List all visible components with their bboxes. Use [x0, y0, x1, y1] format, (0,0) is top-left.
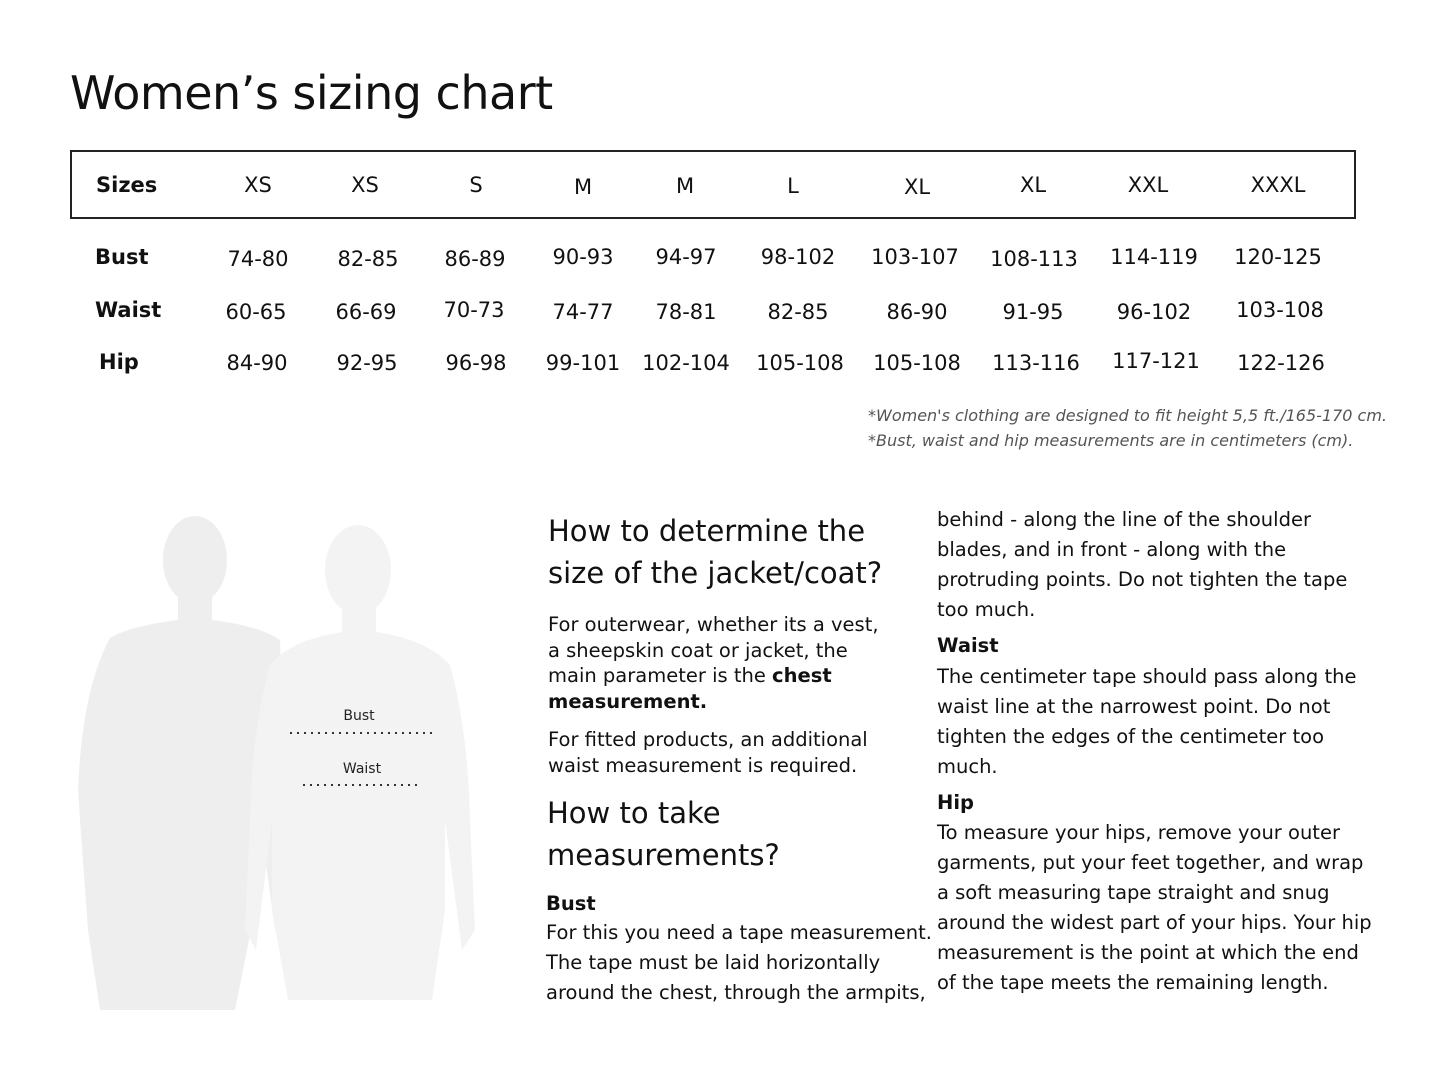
take-heading-line2: measurements? [547, 838, 780, 872]
text-fragment: main parameter is the [548, 664, 773, 687]
table-cell: 86-90 [886, 300, 948, 324]
text-line: much. [937, 755, 998, 778]
determine-paragraph-1 [548, 612, 879, 714]
table-cell: 82-85 [767, 300, 829, 324]
table-cell: 90-93 [552, 245, 614, 269]
table-cell: 113-116 [992, 351, 1080, 375]
size-l: L [787, 174, 799, 198]
table-cell: 122-126 [1237, 351, 1325, 375]
determine-paragraph-2 [548, 727, 868, 778]
figure-waist-label: Waist [342, 761, 382, 777]
size-xs-1: XS [244, 173, 272, 197]
table-cell: 84-90 [226, 351, 288, 375]
table-cell: 74-80 [227, 247, 289, 271]
table-cell: 108-113 [990, 247, 1078, 271]
bust-instructions [546, 918, 932, 1008]
size-xxl: XXL [1127, 173, 1169, 197]
text-line: measurement is the point at which the end [937, 941, 1359, 964]
emphasis-measurement: measurement. [548, 689, 708, 713]
page-title: Women’s sizing chart [70, 66, 553, 120]
table-cell: 117-121 [1112, 349, 1200, 373]
size-xxxl: XXXL [1250, 173, 1306, 197]
hip-subheading: Hip [937, 791, 974, 814]
body-silhouette-figure [60, 490, 500, 1010]
take-heading-line1: How to take [547, 796, 721, 830]
text-line: a sheepskin coat or jacket, the [548, 638, 848, 662]
size-m-2: M [675, 174, 695, 198]
text-line: garments, put your feet together, and wrap [937, 851, 1364, 874]
table-cell: 70-73 [443, 298, 505, 322]
table-cell: 66-69 [335, 300, 397, 324]
waist-subheading: Waist [937, 634, 999, 657]
text-line: waist line at the narrowest point. Do not [937, 695, 1331, 718]
table-cell: 82-85 [337, 247, 399, 271]
text-line: protruding points. Do not tighten the tape [937, 568, 1348, 591]
text-line: To measure your hips, remove your outer [937, 821, 1340, 844]
size-xl-1: XL [903, 175, 931, 199]
table-cell: 120-125 [1234, 245, 1322, 269]
table-cell: 96-102 [1116, 300, 1192, 324]
table-cell: 114-119 [1110, 245, 1198, 269]
row-label-bust: Bust [95, 245, 149, 269]
row-label-waist: Waist [95, 298, 162, 322]
table-cell: 98-102 [760, 245, 836, 269]
table-cell: 74-77 [552, 300, 614, 324]
footnote-height: *Women's clothing are designed to fit height 5,5 ft./165-170 cm. [868, 406, 1387, 425]
waist-instructions [937, 662, 1357, 782]
table-cell: 103-107 [871, 245, 959, 269]
text-line: The tape must be laid horizontally [546, 951, 881, 974]
determine-heading [548, 510, 882, 594]
determine-heading-line2: size of the jacket/coat? [548, 556, 883, 590]
table-cell: 105-108 [756, 351, 844, 375]
determine-heading-line1: How to determine the [548, 514, 866, 548]
text-line: a soft measuring tape straight and snug [937, 881, 1330, 904]
emphasis-chest: chest [772, 664, 832, 687]
text-line: tighten the edges of the centimeter too [937, 725, 1325, 748]
text-line: For outerwear, whether its a vest, [548, 613, 879, 636]
bust-subheading: Bust [546, 892, 596, 915]
take-measurements-heading [547, 792, 780, 876]
figure-bust-label: Bust [343, 708, 375, 724]
text-line: For this you need a tape measurement. [546, 921, 932, 944]
sizes-header-label: Sizes [96, 173, 158, 197]
table-cell: 105-108 [873, 351, 961, 375]
footnote-units: *Bust, waist and hip measurements are in centimeters (cm). [868, 431, 1354, 450]
text-line [548, 663, 879, 689]
table-cell: 94-97 [655, 245, 717, 269]
text-line: of the tape meets the remaining length. [937, 971, 1329, 994]
table-cell: 99-101 [545, 351, 621, 375]
text-line: too much. [937, 598, 1036, 621]
text-line: waist measurement is required. [548, 753, 858, 777]
table-cell: 78-81 [655, 300, 717, 324]
table-cell: 103-108 [1236, 298, 1324, 322]
row-label-hip: Hip [99, 350, 139, 374]
table-cell: 86-89 [444, 247, 506, 271]
table-cell: 60-65 [225, 300, 287, 324]
size-xs-2: XS [351, 173, 379, 197]
text-line: behind - along the line of the shoulder [937, 508, 1311, 531]
size-s: S [469, 173, 483, 197]
text-line: blades, and in front - along with the [937, 538, 1287, 561]
table-cell: 102-104 [642, 351, 730, 375]
text-line: The centimeter tape should pass along the [937, 665, 1357, 688]
text-line: around the widest part of your hips. Your hip [937, 911, 1372, 934]
bust-instructions-continued [937, 505, 1347, 625]
table-cell: 91-95 [1002, 300, 1064, 324]
hip-instructions [937, 818, 1372, 998]
table-cell: 96-98 [445, 351, 507, 375]
text-line: around the chest, through the armpits, [546, 981, 926, 1004]
size-m-1: M [573, 175, 593, 199]
text-line: For fitted products, an additional [548, 728, 868, 751]
table-cell: 92-95 [336, 351, 398, 375]
size-xl-2: XL [1019, 173, 1047, 197]
